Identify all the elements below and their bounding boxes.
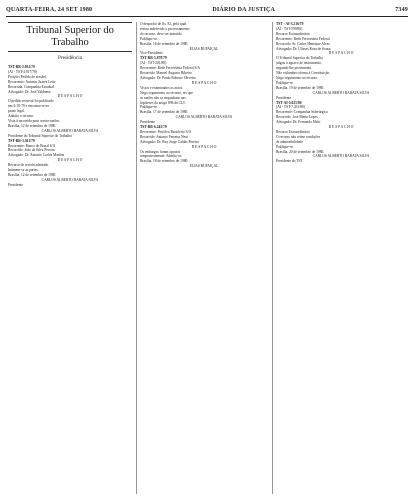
- text-line: Recorrente: Rede Ferroviária Federal: [276, 36, 330, 41]
- text-line: Nego seguimento ao recurso, eis que: [140, 90, 193, 95]
- text-line: Recorrida: Companhia Estadual: [8, 84, 54, 89]
- text-line: Publique-se.: [140, 105, 158, 110]
- text-line: Recorrente: Rede Ferroviária Federal S/A: [140, 66, 201, 71]
- header-publication: DIÁRIO DA JUSTIÇA: [212, 7, 276, 13]
- text-line: tempestivamente. Admito-os.: [140, 154, 183, 159]
- text-line: Vice-Presidente: [140, 51, 163, 56]
- text-line: CARLOS ALBERTO BARATA SILVA: [41, 128, 99, 133]
- text-column-2: [140, 22, 268, 496]
- text-line: O despacho de fls. 82, pelo qual: [140, 22, 187, 26]
- text-line: Intimem-se as partes.: [8, 168, 39, 173]
- text-line: O pedido recursal foi publicado: [8, 99, 54, 104]
- text-line: Brasília, 16 de setembro de 1980.: [140, 41, 189, 46]
- text-line: D E S P A C H O: [191, 80, 217, 85]
- text-line: hipóteses do artigo 896 da CLT.: [140, 100, 186, 105]
- text-line: Recorrido: Manoel Augusto Ribeiro: [140, 71, 192, 76]
- text-line: Admito o recurso.: [8, 114, 35, 119]
- text-line: TST-RR-5.678/79: [140, 56, 167, 61]
- column1-body: [8, 65, 132, 188]
- text-line: ELIAS BUFAIÇAL: [189, 164, 219, 169]
- text-line: O Tribunal Superior do Trabalho: [276, 56, 324, 61]
- text-line: Advogado: Dr. Antonio Carlos Martins: [8, 153, 65, 158]
- text-column-1: [8, 22, 132, 496]
- text-line: Brasília, 18 de setembro de 1980.: [140, 159, 189, 164]
- text-line: TST-RR-3.361/79: [8, 138, 35, 143]
- text-line: Brasília, 20 de setembro de 1980.: [276, 149, 325, 154]
- text-line: Recurso de revista admitido.: [8, 163, 50, 168]
- column-divider: [272, 22, 273, 494]
- text-line: D E S P A C H O: [57, 94, 83, 99]
- text-line: TST-AI-5.021/80: [276, 100, 302, 105]
- column-divider: [136, 22, 137, 494]
- text-line: Recurso Extraordinário: [276, 129, 310, 134]
- text-line: Advogado: Dr. José Valdomir: [8, 89, 51, 94]
- text-line: D E S P A C H O: [191, 144, 217, 149]
- column2-body: [140, 22, 268, 169]
- text-line: (AI - TST-4.917/78): [8, 69, 38, 74]
- text-line: CARLOS ALBERTO BARATA SILVA: [41, 177, 99, 182]
- text-line: Brasília, 17 de setembro de 1980.: [140, 110, 189, 115]
- masthead-title: Tribunal Superior do Trabalho: [8, 22, 132, 52]
- text-line: Vista à recorrida para contra-razões.: [8, 118, 60, 123]
- text-line: CARLOS ALBERTO BARATA SILVA: [312, 90, 370, 95]
- text-line: O recurso não reúne condições: [276, 134, 321, 139]
- text-line: D E S P A C H O: [57, 158, 83, 163]
- text-line: ELIAS BUFAIÇAL: [189, 46, 219, 51]
- section-heading: Presidência: [58, 55, 82, 61]
- text-line: Não vislumbro ofensa à Constituição.: [276, 71, 331, 76]
- text-line: Nego seguimento ao recurso.: [276, 75, 318, 80]
- text-line: Publique-se.: [276, 144, 294, 149]
- text-line: do recurso, deve ser mantido.: [140, 31, 183, 36]
- text-line: D E S P A C H O: [328, 51, 354, 56]
- text-line: TST - AI-3.216/79: [276, 22, 304, 26]
- text-line: CARLOS ALBERTO BARATA SILVA: [312, 154, 370, 159]
- text-line: Advogado: Dr. Ulisses Rosa de Sousa: [276, 46, 331, 51]
- text-line: Recorrente: Banco do Brasil S/A: [8, 143, 56, 148]
- text-line: julgou o agravo de instrumento,: [276, 61, 322, 66]
- text-line: Advogado: Dr. Fernando Melo: [276, 120, 321, 125]
- text-line: Presidente: [276, 95, 291, 100]
- text-line: Recorrente: Antonio Juarez Leite: [8, 79, 56, 84]
- header-date: QUARTA-FEIRA, 24 SET 1980: [6, 7, 93, 13]
- text-line: Advogado: Dr. Paulo Roberto Oliveira: [140, 75, 196, 80]
- text-line: D E S P A C H O: [328, 125, 354, 130]
- text-line: (AI - TST-7.431/80): [276, 105, 306, 110]
- text-line: Advogado: Dr. Ruy Jorge Caldas Pereira: [140, 139, 199, 144]
- page-header: [6, 4, 408, 16]
- text-line: Presidente do Tribunal Superior do Trabalho: [8, 133, 72, 138]
- text-line: Publique-se.: [276, 80, 294, 85]
- text-line: Presidente do TST: [276, 159, 303, 164]
- text-line: Publique-se.: [140, 36, 158, 41]
- text-line: CARLOS ALBERTO BARATA SILVA: [175, 115, 233, 120]
- text-line: Presidente: [140, 120, 155, 125]
- text-line: Os embargos foram opostos: [140, 149, 181, 154]
- text-line: Brasília, 19 de setembro de 1980.: [276, 85, 325, 90]
- text-line: (AI - TST-599/80): [276, 26, 303, 31]
- text-line: Recorrido: Sr. Carlos Henrique Alves: [276, 41, 330, 46]
- text-line: as razões não se enquadram nas: [140, 95, 186, 100]
- header-rule: [6, 16, 408, 17]
- text-column-3: [276, 22, 406, 496]
- text-line: Recorrido: João da Silva Pereira: [8, 148, 55, 153]
- text-line: prazo legal.: [8, 109, 25, 114]
- text-line: Petição (Pedido de sessão): [8, 74, 47, 79]
- text-line: Brasília, 12 de setembro de 1980.: [8, 123, 57, 128]
- text-line: (AI - TST-201/80): [140, 61, 167, 66]
- text-line: Recorrente: Petróleo Brasileiro S/A: [140, 129, 192, 134]
- text-line: em 4-10-79 e encontra-se no: [8, 104, 50, 109]
- text-line: de admissibilidade.: [276, 139, 304, 144]
- text-line: Presidente: [8, 182, 23, 187]
- text-line: TST-RR-6.245/79: [140, 125, 167, 130]
- text-line: Recorrente: Companhia Siderúrgica: [276, 110, 328, 115]
- text-line: Brasília, 12 de setembro de 1980.: [8, 172, 57, 177]
- header-page-number: 7349: [395, 7, 408, 13]
- column3-body: [276, 22, 406, 164]
- text-line: negando-lhe provimento.: [276, 66, 313, 71]
- text-line: TST-RR-2.052/79: [8, 65, 35, 69]
- text-line: restou indeferido o processamento: [140, 26, 190, 31]
- text-line: Recorrido: Antonio Ferreira Neto: [140, 134, 189, 139]
- text-line: Vistos e examinados os autos.: [140, 85, 184, 90]
- text-line: Recorrido: José Maria Lopes: [276, 115, 318, 120]
- text-line: Recurso Extraordinário: [276, 31, 310, 36]
